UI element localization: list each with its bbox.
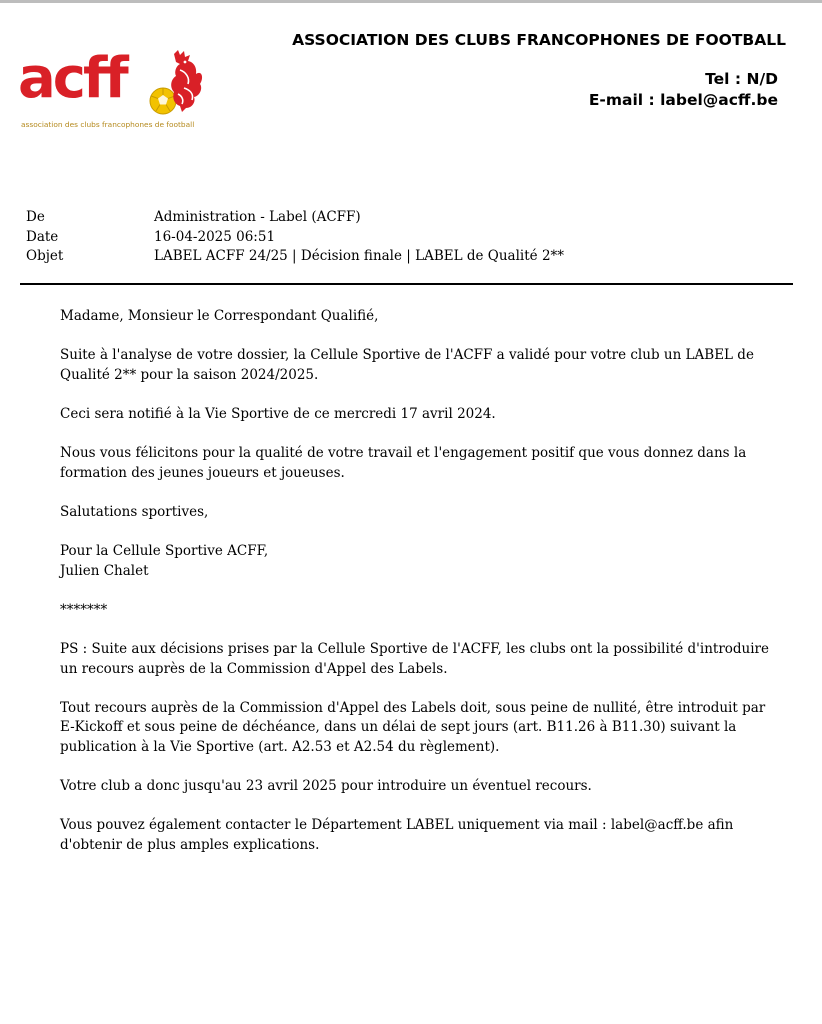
- separator: *******: [60, 601, 108, 618]
- ps-contact: Vous pouvez également contacter le Département LABEL uniquement via mail : label@acff.be afin d'obtenir de plus amples explications.: [60, 817, 734, 854]
- greeting: Madame, Monsieur le Correspondant Qualifié,: [60, 308, 379, 324]
- logo-tagline: association des clubs francophones de football: [21, 120, 195, 129]
- ps-appeal-possibility: PS : Suite aux décisions prises par la Cellule Sportive de l'ACFF, les clubs ont la possibilité d'introduire un recours auprès de la Commission d'Appel des Labels.: [60, 641, 769, 677]
- meta-label-subject: Objet: [26, 248, 64, 264]
- meta-value-date: 16-04-2025 06:51: [154, 228, 276, 245]
- meta-row-subject: [26, 247, 564, 267]
- letter-body: [60, 307, 780, 875]
- meta-label-date: Date: [26, 228, 59, 245]
- meta-row-date: [26, 228, 564, 248]
- paragraph-validation: Suite à l'analyse de votre dossier, la Cellule Sportive de l'ACFF a validé pour votre club un LABEL de Qualité 2** pour la saison 2024/2025.: [60, 347, 754, 383]
- ps-appeal-procedure: Tout recours auprès de la Commission d'Appel des Labels doit, sous peine de nullité, être introduit par E-Kickoff et sous peine de déchéance, dans un délai de sept jours (art. B11.26 à B11.30) suivant la publication à la Vie Sportive (art. A2.53 et A2.54 du règlement).: [60, 699, 766, 756]
- signature: [60, 542, 780, 581]
- header-divider: [20, 283, 793, 285]
- acff-logo: [18, 46, 203, 136]
- contact-tel: Tel : N/D: [705, 70, 778, 88]
- paragraph-notification: Ceci sera notifié à la Vie Sportive de ce mercredi 17 avril 2024.: [60, 405, 496, 422]
- message-meta: [26, 208, 564, 267]
- closing: Salutations sportives,: [60, 503, 209, 520]
- organization-name: ASSOCIATION DES CLUBS FRANCOPHONES DE FOOTBALL: [292, 31, 786, 49]
- contact-block: [589, 69, 778, 111]
- ps-appeal-deadline: Votre club a donc jusqu'au 23 avril 2025 pour introduire un éventuel recours.: [60, 778, 592, 795]
- logo-wordmark: acff: [18, 46, 126, 111]
- paragraph-congratulations: Nous vous félicitons pour la qualité de votre travail et l'engagement positif que vous donnez dans la formation des jeunes joueurs et joueuses.: [60, 445, 747, 481]
- rooster-icon: [164, 50, 204, 112]
- meta-row-from: [26, 208, 564, 228]
- meta-value-subject: LABEL ACFF 24/25 | Décision finale | LABEL de Qualité 2**: [154, 248, 565, 264]
- meta-label-from: De: [26, 209, 45, 225]
- top-border: [0, 0, 822, 3]
- signature-name: Julien Chalet: [60, 562, 149, 579]
- contact-email: E-mail : label@acff.be: [588, 91, 778, 109]
- signature-line-1: Pour la Cellule Sportive ACFF,: [60, 543, 269, 560]
- meta-value-from: Administration - Label (ACFF): [154, 209, 361, 225]
